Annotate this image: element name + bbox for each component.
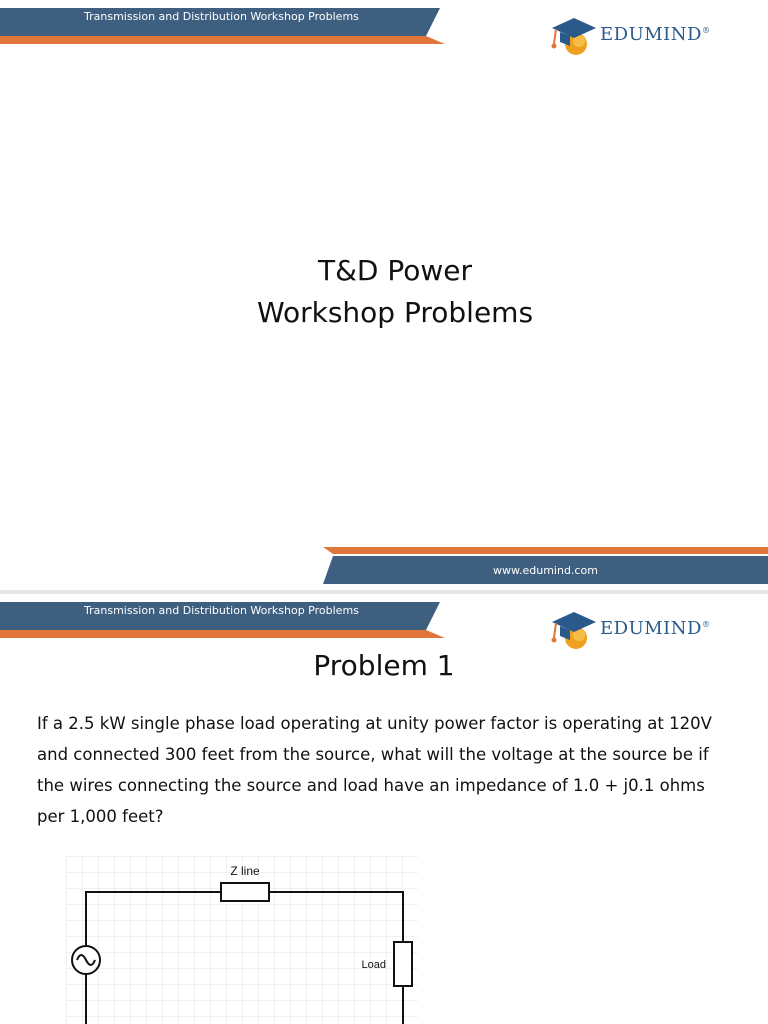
problem-statement: If a 2.5 kW single phase load operating at unity power factor is operating at 120V and connected 300 feet from the source, what will the voltage at the source be if the wires connecting the source and load have an impedance of 1.0 + j0.1 ohms per 1,000 feet? bbox=[37, 714, 712, 826]
logo-wordmark-text: EDUMIND bbox=[600, 24, 702, 45]
load-resistor bbox=[394, 942, 412, 986]
logo-wordmark-text: EDUMIND bbox=[600, 618, 702, 639]
edumind-logo bbox=[548, 604, 748, 654]
footer-url[interactable]: www.edumind.com bbox=[493, 564, 598, 577]
logo-wordmark bbox=[600, 618, 710, 639]
load-label: Load bbox=[361, 959, 386, 971]
edumind-logo bbox=[548, 10, 748, 60]
zline-label: Z line bbox=[230, 864, 260, 878]
header-banner bbox=[0, 0, 450, 46]
slide-title bbox=[0, 250, 768, 334]
graduation-cap-icon bbox=[548, 604, 598, 654]
logo-registered-mark: ® bbox=[701, 26, 711, 35]
logo-wordmark bbox=[600, 24, 710, 45]
line-impedance-resistor bbox=[221, 883, 269, 901]
slide-2 bbox=[0, 594, 768, 1024]
circuit-diagram bbox=[66, 856, 418, 1024]
header-banner bbox=[0, 594, 450, 640]
logo-registered-mark: ® bbox=[701, 620, 711, 629]
title-line-2: Workshop Problems bbox=[256, 296, 534, 329]
grid-background bbox=[66, 856, 418, 1024]
header-banner-text: Transmission and Distribution Workshop Problems bbox=[84, 604, 359, 617]
title-line-1: T&D Power bbox=[317, 254, 473, 287]
problem-title: Problem 1 bbox=[313, 649, 455, 682]
graduation-cap-icon bbox=[548, 10, 598, 60]
header-banner-text: Transmission and Distribution Workshop Problems bbox=[84, 10, 359, 23]
